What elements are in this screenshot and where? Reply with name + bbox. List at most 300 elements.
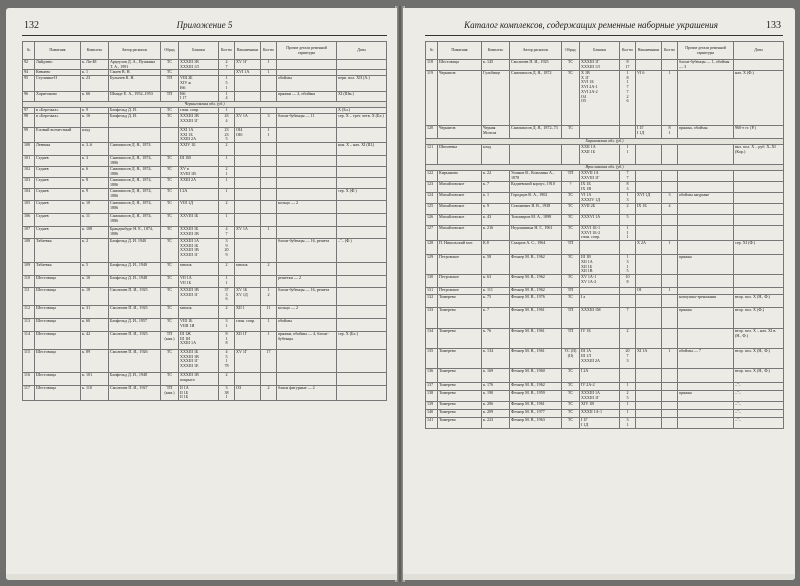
table-row	[426, 308, 784, 329]
table-cell: к. 110	[81, 386, 109, 401]
table-cell: XXIV 1Б	[179, 143, 219, 156]
table-cell: пряжка	[678, 255, 734, 275]
table-cell: 140	[426, 410, 438, 418]
table-cell: к. 58	[482, 255, 510, 275]
table-cell	[636, 215, 662, 226]
table-cell: ТС	[562, 126, 580, 139]
table-cell: Петровское	[438, 275, 482, 288]
table-cell: 3 1	[620, 418, 636, 428]
table-cell: XXXVI 1А	[580, 215, 620, 226]
table-cell	[235, 373, 261, 386]
table-cell	[261, 143, 277, 156]
table-row	[23, 214, 387, 227]
table-cell: VII 1А VII 1Б	[179, 276, 219, 288]
table-cell: Блифельд Д. И.	[109, 113, 161, 127]
table-cell: Шестовица	[35, 350, 81, 373]
table-cell: 2	[261, 386, 277, 401]
column-header: Бляшки	[580, 42, 620, 60]
table-cell: Сташкевич Я. В., 1938	[510, 204, 562, 215]
table-cell	[337, 306, 387, 319]
table-cell: 112	[23, 306, 35, 319]
table-cell: 1 1 1	[620, 226, 636, 241]
table-cell	[636, 383, 662, 391]
table-cell: 103	[23, 178, 35, 189]
table-cell	[734, 204, 784, 215]
table-cell: ТС	[562, 369, 580, 383]
table-cell: 8 3	[620, 182, 636, 193]
table-cell: Фехнер М. В., 1962	[510, 255, 562, 275]
table-cell	[636, 402, 662, 410]
table-cell	[734, 275, 784, 288]
table-cell: Седнев	[35, 156, 81, 167]
table-cell: 99	[23, 127, 35, 142]
table-cell: сер. X – трет. четв. X (Бл.)	[337, 113, 387, 127]
table-cell: III 1В XII 1А XII 1Б XII 1В	[580, 255, 620, 275]
table-cell: X 1В X 1Г XVI 1Б XVI 2А-1 XVI 2А-2 О4 О5	[580, 71, 620, 126]
table-cell: 102	[23, 167, 35, 178]
table-cell	[678, 204, 734, 215]
table-cell: I а	[580, 295, 620, 308]
table-cell: XI 1А	[636, 349, 662, 369]
table-cell: XVII 2Б	[580, 204, 620, 215]
table-cell: 106	[23, 214, 35, 227]
table-cell: 116	[23, 373, 35, 386]
table-cell: к. Лп-48	[81, 60, 109, 70]
table-cell: Блифельд Д. И.	[109, 107, 161, 113]
table-cell: к. 9	[81, 189, 109, 201]
table-cell: Фехнер М. В., 1961	[510, 349, 562, 369]
table-cell: кольцо — 2	[277, 306, 337, 319]
table-cell: 100	[23, 143, 35, 156]
table-cell: 1 1	[261, 127, 277, 142]
table-row	[426, 204, 784, 215]
table-cell: 110	[23, 276, 35, 288]
table-cell: XXXIII 1В XXXIII 1Л	[179, 60, 219, 70]
table-cell: 1	[261, 319, 277, 332]
table-cell: ОЗ	[235, 386, 261, 401]
table-cell	[620, 295, 636, 308]
table-cell: IV 2А-2	[580, 383, 620, 391]
table-cell	[662, 60, 678, 71]
table-cell	[277, 156, 337, 167]
table-row	[23, 60, 387, 70]
table-cell: XXXIII 1В XXXIII 1Г	[179, 288, 219, 306]
table-cell: 104	[23, 189, 35, 201]
table-cell	[235, 156, 261, 167]
table-cell: к. 216	[482, 226, 510, 241]
table-cell: XV 1А	[235, 113, 261, 127]
table-cell: Ляйдзево	[35, 60, 81, 70]
table-cell: Михайловское	[438, 215, 482, 226]
table-cell: 137	[426, 383, 438, 391]
right-running-title: Каталог комплексов, содержащих ременные наборные украшения	[464, 20, 718, 30]
table-cell	[620, 126, 636, 139]
table-cell: 1 1	[219, 276, 235, 288]
table-cell: ТС	[161, 107, 179, 113]
table-row	[23, 143, 387, 156]
table-cell: Самоквасов Д. Я., 1872–73	[510, 126, 562, 139]
table-cell: к. 76	[482, 329, 510, 349]
table-cell	[636, 255, 662, 275]
table-cell: Сахаров А. С., 1964	[510, 241, 562, 255]
table-cell: блохи-бубенцы — 11	[277, 113, 337, 127]
table-cell: I 1Г I 1Д	[580, 418, 620, 428]
table-cell: Чернигов	[438, 126, 482, 139]
table-cell	[235, 201, 261, 214]
table-cell: 139	[426, 402, 438, 410]
table-cell: 1	[620, 383, 636, 391]
table-cell: Шестовица	[35, 332, 81, 350]
table-cell: Левенка	[35, 143, 81, 156]
table-cell: Михайловское	[438, 182, 482, 193]
table-cell: 2	[620, 204, 636, 215]
table-row	[426, 369, 784, 383]
table-cell	[235, 214, 261, 227]
table-cell	[261, 76, 277, 91]
table-cell: бляхи фигурные — 2	[277, 386, 337, 401]
column-header: Прочие детали ременной гарнитуры	[277, 42, 337, 60]
table-cell: 1	[219, 107, 235, 113]
table-cell: XVI 1Д	[636, 193, 662, 204]
table-cell: 8 1	[662, 126, 678, 139]
table-cell: 1	[662, 241, 678, 255]
table-cell: Блифельд Д. И., 1957	[109, 319, 161, 332]
table-cell: к. 2	[81, 239, 109, 263]
table-cell: ТС	[161, 201, 179, 214]
table-cell: 10 8	[620, 275, 636, 288]
table-cell: к. 9	[81, 107, 109, 113]
table-cell: копоушка-треножник	[678, 295, 734, 308]
table-cell: 121	[426, 145, 438, 165]
table-cell: XXXII 1А-1	[580, 410, 620, 418]
table-row	[23, 91, 387, 101]
table-cell: XV 1Г	[235, 60, 261, 70]
table-cell	[678, 241, 734, 255]
table-cell: 1 8 1 7 7 2 6	[620, 71, 636, 126]
table-cell: ТП	[161, 76, 179, 91]
table-cell: 126	[426, 215, 438, 226]
table-row	[426, 275, 784, 288]
table-cell	[662, 383, 678, 391]
table-cell: 5	[620, 215, 636, 226]
column-header: №	[23, 42, 35, 60]
table-cell	[580, 241, 620, 255]
table-cell: ТС	[562, 391, 580, 402]
table-cell: –"–	[734, 418, 784, 428]
table-cell: кон. X – нач. XI (Ш.)	[337, 143, 387, 156]
table-cell: к. 5	[81, 263, 109, 276]
table-cell: к. 176	[482, 383, 510, 391]
column-header: Обряд	[161, 42, 179, 60]
table-cell	[678, 171, 734, 182]
table-cell: XXXIII 1А XXXIII 1Г	[580, 391, 620, 402]
table-cell: решетки — 2	[277, 276, 337, 288]
table-cell: Самоквасов Д. Я., 1874, 1886	[109, 189, 161, 201]
table-cell	[337, 201, 387, 214]
table-cell	[261, 189, 277, 201]
table-cell: Блифельд Д. И., 1948	[109, 373, 161, 386]
table-cell: Тимерево	[438, 383, 482, 391]
table-cell: Самоквасов Д. Я., 1874, 1886	[109, 214, 161, 227]
table-cell: к. 16	[81, 113, 109, 127]
right-table-body	[426, 60, 784, 429]
table-cell: 138	[426, 391, 438, 402]
table-cell: Харитоново	[35, 91, 81, 101]
table-row	[426, 418, 784, 428]
table-cell	[678, 226, 734, 241]
table-cell	[277, 373, 337, 386]
table-cell: Смоличев П. И., 1927	[109, 386, 161, 401]
table-cell: ТП	[562, 329, 580, 349]
table-cell: 1 3	[620, 193, 636, 204]
table-cell: Блифельд Д. И. 1940	[109, 239, 161, 263]
table-cell: 115	[23, 350, 35, 373]
table-cell: ТС	[562, 383, 580, 391]
table-cell: Шестовица	[35, 288, 81, 306]
table-cell: 1 3 1 5	[620, 255, 636, 275]
table-cell: ТС	[161, 373, 179, 386]
table-cell: к. 209	[482, 410, 510, 418]
table-cell: обоймы	[277, 76, 337, 91]
table-cell: ТС	[562, 226, 580, 241]
table-cell: Фехнер М. В., 1962	[510, 383, 562, 391]
column-header: Кол-во	[219, 42, 235, 60]
table-cell: Кевнево	[35, 70, 81, 76]
table-row	[23, 227, 387, 239]
table-cell: ТС	[562, 60, 580, 71]
table-cell: 109	[23, 263, 35, 276]
table-cell	[261, 178, 277, 189]
table-cell	[337, 60, 387, 70]
table-cell: 1 2	[261, 288, 277, 306]
table-cell: обоймы ажурные	[678, 193, 734, 204]
left-table-body	[23, 60, 387, 401]
table-cell: Шестовица	[35, 276, 81, 288]
table-cell: ТС	[161, 288, 179, 306]
table-cell: 2	[219, 263, 235, 276]
left-header-rule	[22, 35, 387, 36]
table-row	[426, 295, 784, 308]
table-cell: XV 1Б XV 1Д	[235, 288, 261, 306]
table-cell: 107	[23, 227, 35, 239]
table-cell	[261, 91, 277, 101]
table-cell: ТС	[161, 189, 179, 201]
table-cell: ТС	[161, 60, 179, 70]
table-cell: XXXIII 1В покрыто	[179, 373, 219, 386]
table-cell: I 2А	[580, 369, 620, 383]
table-cell: 135	[426, 349, 438, 369]
table-cell: обоймы — 7	[678, 349, 734, 369]
table-row	[23, 76, 387, 91]
left-page-number: 132	[24, 20, 39, 31]
table-cell: в «Березках»	[35, 107, 81, 113]
column-header: Комплекс	[81, 42, 109, 60]
table-cell: 1	[219, 156, 235, 167]
table-row	[23, 156, 387, 167]
table-cell	[636, 145, 662, 165]
table-cell: к. 75	[482, 295, 510, 308]
table-cell: Ушаков В., Козьмина А., 1878	[510, 171, 562, 182]
table-cell: 4	[662, 204, 678, 215]
table-row	[426, 193, 784, 204]
table-row	[426, 71, 784, 126]
table-cell: XXXIII 1А XXXIII 1Б XXXIII 1В XXXIII 1Г	[179, 239, 219, 263]
table-cell: 20 7 3	[620, 349, 636, 369]
table-cell: ТС	[562, 275, 580, 288]
table-cell	[235, 167, 261, 178]
table-cell: клад	[81, 127, 109, 142]
table-cell: Самоквасов Д. Я., 1872	[510, 71, 562, 126]
table-cell: XVI 1А	[235, 70, 261, 76]
table-cell: к. 8	[81, 178, 109, 189]
table-cell: Шпилевка	[438, 145, 482, 165]
table-cell: к. 145	[482, 60, 510, 71]
table-row	[426, 145, 784, 165]
table-cell: Петровское	[438, 255, 482, 275]
table-row	[23, 332, 387, 350]
table-cell: к. 9	[482, 204, 510, 215]
table-cell: III 1А III 1Л XXXIII 2А	[580, 349, 620, 369]
column-header: Бляшки	[179, 42, 219, 60]
table-cell: Седнев	[35, 227, 81, 239]
table-cell	[734, 226, 784, 241]
table-cell: 1	[620, 410, 636, 418]
table-cell: Х 2А	[636, 241, 662, 255]
table-cell: к. 60	[81, 319, 109, 332]
table-cell: вкл. пол. X – руб. X–XI (Кор.)	[734, 145, 784, 165]
table-cell	[337, 167, 387, 178]
table-cell: блохи-бубенцы — 16, решета	[277, 288, 337, 306]
table-cell: Смоличев П. И., 1926	[109, 350, 161, 373]
table-cell	[337, 319, 387, 332]
table-cell: Тимерево	[438, 410, 482, 418]
table-cell	[678, 182, 734, 193]
table-row	[426, 391, 784, 402]
table-cell: II 1А II 1Б II 1Б	[179, 386, 219, 401]
table-cell: ТС	[562, 418, 580, 428]
table-cell: ТП	[562, 288, 580, 295]
table-cell	[337, 227, 387, 239]
table-cell: втор. пол. X (Н., Ф.)	[734, 369, 784, 383]
table-cell: 37 3 6	[219, 288, 235, 306]
table-cell: Самоквасов Д. Я., 1874, 1886	[109, 156, 161, 167]
table-cell: XV 1А	[235, 227, 261, 239]
table-cell: П. Никольский мог.	[438, 241, 482, 255]
table-cell: Тихомиров М. А., 1898	[510, 215, 562, 226]
table-cell	[636, 308, 662, 329]
column-header: Автор раскопок	[109, 42, 161, 60]
table-cell	[734, 255, 784, 275]
table-cell: Еловый всеместный	[35, 127, 81, 142]
table-cell: 2 1	[219, 167, 235, 178]
table-cell: IV 1Б	[580, 329, 620, 349]
table-cell	[261, 276, 277, 288]
table-cell: 43 4	[219, 113, 235, 127]
table-row	[23, 319, 387, 332]
table-row	[426, 329, 784, 349]
table-cell: ОI	[636, 288, 662, 295]
table-cell	[277, 167, 337, 178]
table-cell: кольцо — 2	[277, 201, 337, 214]
table-cell	[337, 288, 387, 306]
column-header: Кол-во	[261, 42, 277, 60]
table-cell: Смоличев П. И., 1925	[109, 288, 161, 306]
table-cell: XXVIII 1Б	[179, 214, 219, 227]
table-row	[23, 373, 387, 386]
table-cell: к. 18	[81, 288, 109, 306]
table-row	[23, 306, 387, 319]
table-cell	[277, 350, 337, 373]
table-cell: 23 23 5	[219, 127, 235, 142]
table-row	[23, 276, 387, 288]
table-cell: Кадиевский корпус, 1910	[510, 182, 562, 193]
table-cell: Тимерево	[438, 295, 482, 308]
table-cell: ТП (кам.)	[161, 332, 179, 350]
table-cell	[277, 189, 337, 201]
left-page	[6, 8, 397, 580]
table-cell: 127	[426, 226, 438, 241]
table-cell: –"–	[734, 402, 784, 410]
table-cell	[261, 167, 277, 178]
table-cell: 134	[426, 329, 438, 349]
table-cell: мешок	[179, 263, 219, 276]
table-cell	[261, 201, 277, 214]
table-cell: 8 1 8	[219, 332, 235, 350]
table-cell: Шмидт Е. А., 1952–1953	[109, 91, 161, 101]
table-cell: ТС	[562, 193, 580, 204]
table-cell	[678, 383, 734, 391]
table-cell: 1 5 1	[219, 76, 235, 91]
table-cell	[235, 239, 261, 263]
right-header-rule	[425, 35, 783, 36]
table-cell: 1 1	[620, 145, 636, 165]
table-cell: к. 111	[482, 288, 510, 295]
table-cell: к. 101	[81, 373, 109, 386]
table-cell: к. 206	[482, 402, 510, 410]
table-cell: сер. X (Ф.)	[337, 189, 387, 201]
table-row	[426, 241, 784, 255]
table-cell	[678, 418, 734, 428]
table-row	[23, 167, 387, 178]
table-cell: Смоличев П. И., 1925	[109, 332, 161, 350]
table-cell	[662, 255, 678, 275]
table-cell	[235, 143, 261, 156]
table-cell: к. 1	[482, 193, 510, 204]
table-cell: VI 1А XXXIV 1Д	[580, 193, 620, 204]
table-cell	[620, 369, 636, 383]
table-cell	[636, 329, 662, 349]
table-cell	[161, 127, 179, 142]
table-cell: мешок	[235, 263, 261, 276]
table-cell	[662, 295, 678, 308]
table-cell: Недошивина Н. Г., 1961	[510, 226, 562, 241]
column-header: Даты	[337, 42, 387, 60]
table-cell: Тимерево	[438, 329, 482, 349]
table-cell: 118	[426, 60, 438, 71]
table-row	[23, 350, 387, 373]
table-cell: Шестовица	[35, 306, 81, 319]
table-cell: Ступинка-II	[35, 76, 81, 91]
table-cell: 119	[426, 71, 438, 126]
table-cell: 114	[23, 332, 35, 350]
table-cell	[662, 391, 678, 402]
table-row	[426, 215, 784, 226]
table-cell	[620, 288, 636, 295]
table-cell: 96	[23, 91, 35, 101]
table-cell: VIII 2Б XIV ж I66	[179, 76, 219, 91]
table-cell: 2 5	[620, 391, 636, 402]
table-cell: глин. сопр.	[179, 107, 219, 113]
